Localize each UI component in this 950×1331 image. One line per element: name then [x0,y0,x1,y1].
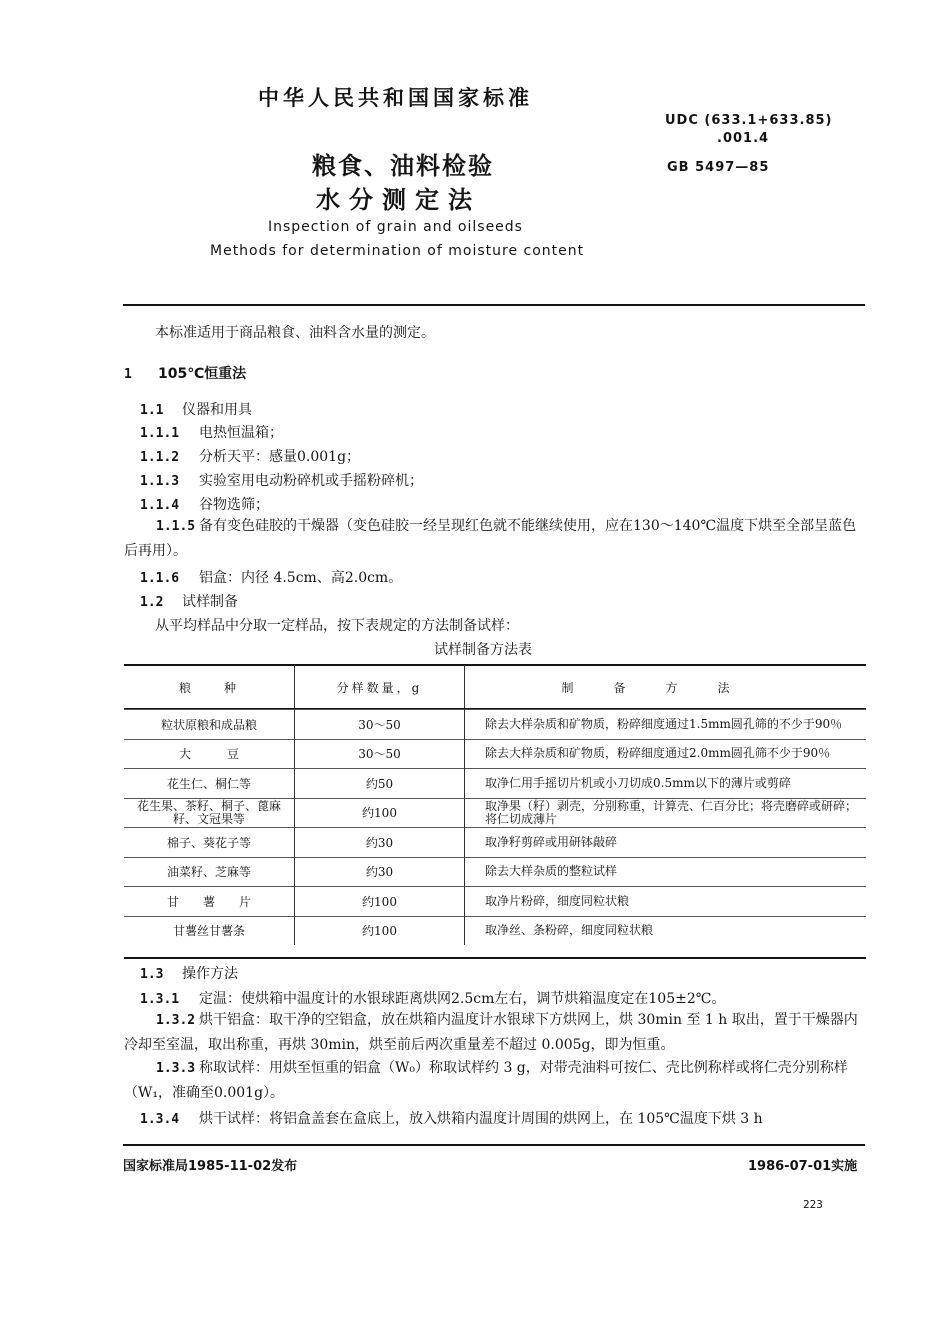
clause-number: 1.1.4 [140,498,180,513]
clause-number: 1.3.3 [156,1061,196,1076]
clause-text: 分析天平：感量0.001g； [199,449,361,465]
cell-quantity: 约50 [295,769,465,799]
clause-number: 1.3.2 [156,1013,196,1028]
standard-heading: 中华人民共和国国家标准 [258,86,533,110]
clause-1-3-2 [124,1008,864,1058]
cell-grain: 大 豆 [124,739,295,769]
clause-1-1 [140,399,252,419]
cell-quantity: 约30 [295,857,465,887]
cell-grain: 甘薯丝甘薯条 [124,916,295,945]
clause-1-1-3 [140,470,423,490]
table-row [124,828,866,858]
footer-divider [123,1144,865,1146]
clause-number: 1.2 [140,595,164,610]
col-header-grain: 粮 种 [124,665,295,710]
gb-code: GB 5497—85 [667,160,770,175]
clause-title: 仪器和用具 [182,402,252,418]
cell-quantity: 30～50 [295,710,465,740]
cell-quantity: 约100 [295,798,465,828]
clause-number: 1.1.5 [156,519,196,534]
english-title-line1: Inspection of grain and oilseeds [268,219,523,235]
table-header-rule [124,708,866,709]
clause-title: 试样制备 [182,594,238,610]
intro-text: 本标准适用于商品粮食、油料含水量的测定。 [155,325,435,341]
cell-grain: 油菜籽、芝麻等 [124,857,295,887]
col-header-quantity: 分样数量，g [295,665,465,710]
clause-text: 谷物选筛； [199,497,269,513]
clause-text: 定温：使烘箱中温度计的水银球距离烘网2.5cm左右，调节烘箱温度定在105±2℃。 [199,991,726,1007]
col-header-method: 制备方法 [561,680,770,695]
implementation-date: 1986-07-01实施 [748,1159,858,1174]
cell-quantity: 30～50 [295,739,465,769]
header-divider [123,304,865,306]
clause-number: 1.1.6 [140,571,180,586]
cell-grain: 花生果、茶籽、桐子、蓖麻籽、文冠果等 [124,798,295,828]
table-caption: 试样制备方法表 [434,642,532,658]
clause-number: 1.3 [140,967,164,982]
cell-grain: 甘 薯 片 [124,887,295,917]
clause-1-1-5 [124,514,864,564]
cell-method: 取净片粉碎，细度同粒状粮 [465,887,867,917]
clause-number: 1.1.1 [140,426,180,441]
clause-1-1-2 [140,446,360,466]
cell-grain: 棉子、葵花子等 [124,828,295,858]
table-row [124,916,866,945]
table-row [124,887,866,917]
clause-1-3-4 [140,1108,763,1128]
section-number: 1 [124,367,132,382]
section-title: 105℃恒重法 [158,366,247,382]
clause-1-2-text: 从平均样品中分取一定样品，按下表规定的方法制备试样： [155,618,519,634]
cell-quantity: 约100 [295,887,465,917]
cell-method: 除去大样杂质和矿物质，粉碎细度通过1.5mm圆孔筛的不少于90％ [465,710,867,740]
clause-title: 操作方法 [182,966,238,982]
clause-1-2 [140,591,238,611]
clause-number: 1.1.3 [140,474,180,489]
clause-1-3-3 [124,1056,864,1106]
cell-quantity: 约30 [295,828,465,858]
clause-1-1-4 [140,494,269,514]
section-1-heading [124,363,246,383]
table-row [124,739,866,769]
cell-method: 除去大样杂质的整粒试样 [465,857,867,887]
clause-number: 1.3.1 [140,992,180,1007]
clause-text: 烘干铝盒：取干净的空铝盒，放在烘箱内温度计水银球下方烘网上，烘 30min 至 1 h 取出，置于干燥器内冷却至室温，取出称重，再烘 30min，烘至前后两次重量差不超过 0.005g，即为恒重。 [124,1012,858,1053]
table-bottom-rule [124,957,866,959]
table-row [124,769,866,799]
clause-text: 称取试样：用烘至恒重的铝盒（W₀）称取试样约 3 g，对带壳油料可按仁、壳比例称样或将仁壳分别称样（W₁，准确至0.001g）。 [124,1060,848,1101]
udc-code-cont: .001.4 [717,131,770,146]
english-title-line2: Methods for determination of moisture content [210,243,585,259]
clause-number: 1.1 [140,403,164,418]
cell-grain: 花生仁、桐仁等 [124,769,295,799]
clause-text: 烘干试样：将铝盒盖套在盒底上，放入烘箱内温度计周围的烘网上，在 105℃温度下烘 3 h [199,1111,763,1127]
doc-title-line1: 粮食、油料检验 [312,152,494,180]
cell-grain: 粒状原粮和成品粮 [124,710,295,740]
clause-1-1-6 [140,567,402,587]
table-row [124,857,866,887]
cell-method: 取净果（籽）剥壳，分别称重，计算壳、仁百分比；将壳磨碎或研碎；将仁切成薄片 [465,798,867,828]
issue-date: 国家标准局1985-11-02发布 [123,1159,298,1174]
clause-number: 1.3.4 [140,1112,180,1127]
cell-method: 取净籽剪碎或用研钵敲碎 [465,828,867,858]
cell-quantity: 约100 [295,916,465,945]
table-row [124,710,866,740]
cell-method: 除去大样杂质和矿物质，粉碎细度通过2.0mm圆孔筛不少于90％ [465,739,867,769]
clause-text: 铝盒：内径 4.5cm、高2.0cm。 [199,570,403,586]
cell-method: 取净仁用手摇切片机或小刀切成0.5mm以下的薄片或剪碎 [465,769,867,799]
clause-1-1-1 [140,422,283,442]
clause-text: 备有变色硅胶的干燥器（变色硅胶一经呈现红色就不能继续使用，应在130～140℃温度下烘至全部呈蓝色后再用）。 [124,518,857,559]
preparation-table [124,665,866,945]
clause-number: 1.1.2 [140,450,180,465]
table-row [124,798,866,828]
cell-method: 取净丝、条粉碎，细度同粒状粮 [465,916,867,945]
doc-title-line2: 水分测定法 [316,186,481,214]
clause-text: 电热恒温箱； [199,425,283,441]
page-number: 223 [803,1198,823,1211]
clause-text: 实验室用电动粉碎机或手摇粉碎机； [199,473,423,489]
clause-1-3-1 [140,988,725,1008]
udc-code: UDC (633.1+633.85) [665,113,833,128]
clause-1-3 [140,963,238,983]
